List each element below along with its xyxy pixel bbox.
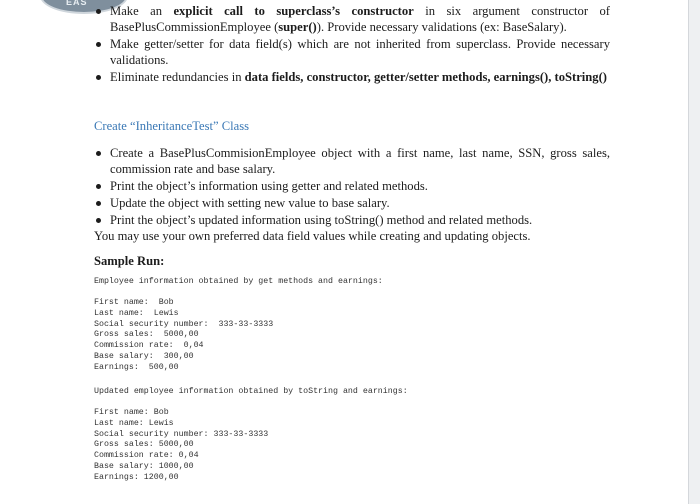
requirements-list (94, 3, 610, 86)
list-item: Update the object with setting new value to base salary. (94, 195, 610, 211)
note-text: You may use your own preferred data field values while creating and updating objects. (94, 229, 531, 243)
output-line: Social security number: 333-33-3333 (94, 319, 274, 329)
output-line: Earnings: 500,00 (94, 362, 179, 372)
logo-text: EAS (66, 0, 88, 7)
sample-block-2 (94, 408, 268, 484)
sample-block-1 (94, 298, 273, 374)
output-line: Social security number: 333-33-3333 (94, 429, 269, 439)
output-line: Base salary: 1000,00 (94, 461, 194, 471)
list-item: Print the object’s updated information using toString() method and related methods. (94, 212, 610, 228)
output-line: Last name: Lewis (94, 418, 174, 428)
list-item: Print the object’s information using getter and related methods. (94, 178, 610, 194)
output-line: Earnings: 1200,00 (94, 472, 179, 482)
output-line: Last name: Lewis (94, 308, 179, 318)
sample-block-2-heading: Updated employee information obtained by toString and earnings: (94, 387, 408, 396)
output-line: Base salary: 300,00 (94, 351, 194, 361)
sample-block-1-heading: Employee information obtained by get methods and earnings: (94, 277, 383, 286)
output-line: Commission rate: 0,04 (94, 451, 199, 461)
sample-heading: Sample Run: (94, 254, 165, 268)
output-line: Commission rate: 0,04 (94, 341, 204, 351)
section-heading: Create “InheritanceTest” Class (94, 119, 250, 133)
output-line: First name: Bob (94, 408, 169, 417)
list-item: Eliminate redundancies in data fields, constructor, getter/setter methods, earnings(), toString() (94, 69, 610, 85)
output-line: First name: Bob (94, 298, 174, 307)
list-item: Create a BasePlusCommisionEmployee object with a first name, last name, SSN, gross sales, commission rate and base salary. (94, 145, 610, 177)
output-line: Gross sales: 5000,00 (94, 330, 199, 340)
task-list (94, 145, 610, 229)
list-item: Make getter/setter for data field(s) which are not inherited from superclass. Provide necessary validations. (94, 36, 610, 68)
list-item: Make an explicit call to superclass’s constructor in six argument constructor of BasePlusCommissionEmployee (super()). Provide necessary validations (ex: BaseSalary). (94, 3, 610, 35)
output-line: Gross sales: 5000,00 (94, 440, 194, 450)
